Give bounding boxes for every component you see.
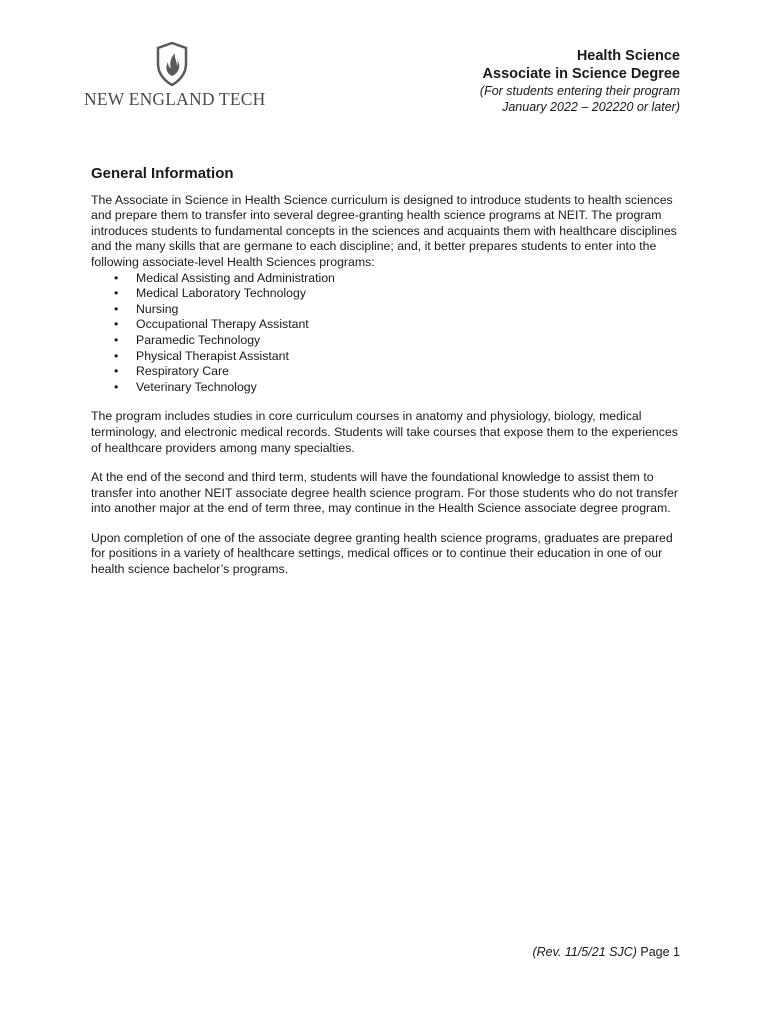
list-item: • Medical Assisting and Administration <box>114 270 335 285</box>
revision-note: (Rev. 11/5/21 SJC) <box>532 945 637 959</box>
entry-note: (For students entering their program <box>479 84 680 98</box>
list-item: • Respiratory Care <box>114 364 229 379</box>
list-item: • Veterinary Technology <box>114 379 257 394</box>
completion-paragraph: Upon completion of one of the associate degree granting health science programs, graduates are prepared for positions in a variety of healthcare settings, medical offices or to continue their education in one of our health science bachelor’s programs. <box>91 530 673 577</box>
flame-shield-icon <box>156 42 188 86</box>
bullet-icon: • <box>114 286 119 301</box>
logo <box>84 42 266 112</box>
list-item: • Physical Therapist Assistant <box>114 348 289 363</box>
section-title: General Information <box>91 165 234 182</box>
list-item: • Nursing <box>114 301 179 316</box>
list-item: • Medical Laboratory Technology <box>114 286 306 301</box>
entry-date: January 2022 – 202220 or later) <box>502 100 680 114</box>
bullet-icon: • <box>114 301 119 316</box>
page-number: Page 1 <box>640 945 680 959</box>
bullet-icon: • <box>114 348 119 363</box>
list-item: • Paramedic Technology <box>114 332 261 347</box>
curriculum-paragraph: The program includes studies in core curriculum courses in anatomy and physiology, biology, medical terminology, and electronic medical records. Students will take courses that expose them to the experiences of healthcare providers among many specialties. <box>91 409 678 455</box>
bullet-icon: • <box>114 364 119 379</box>
bullet-icon: • <box>114 270 119 285</box>
logo-text: NEW ENGLAND TECH <box>84 89 266 109</box>
bullet-icon: • <box>114 379 119 394</box>
main-content <box>91 166 681 592</box>
bullet-icon: • <box>114 317 119 332</box>
transfer-paragraph: At the end of the second and third term, students will have the foundational knowledge to assist them to transfer into another NEIT associate degree health science program. For those students who do not transfer into another major at the end of term three, may continue in the Health Science associate degree program. <box>91 470 678 516</box>
intro-paragraph: The Associate in Science in Health Science curriculum is designed to introduce students to health sciences and prepare them to transfer into several degree-granting health science programs at NEIT. The program introduces students to fundamental concepts in the sciences and acquaints them with healthcare disciplines and the many skills that are germane to each discipline; and, it better prepares students to enter into the following associate-level Health Sciences programs: <box>91 192 677 269</box>
program-title: Health Science <box>576 48 680 64</box>
document-header <box>480 47 680 115</box>
degree-title: Associate in Science Degree <box>482 66 680 82</box>
list-item: • Occupational Therapy Assistant <box>114 317 309 332</box>
page-footer <box>532 945 680 959</box>
bullet-icon: • <box>114 332 119 347</box>
program-list <box>91 271 681 396</box>
